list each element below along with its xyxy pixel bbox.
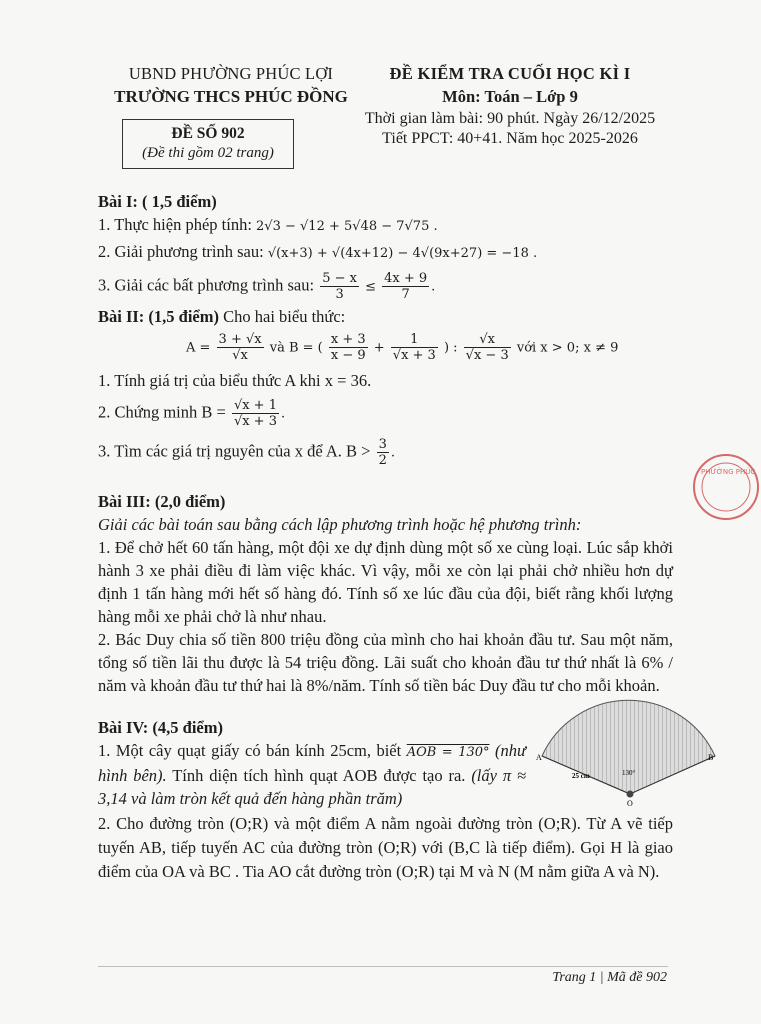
- exam-title: ĐỀ KIỂM TRA CUỐI HỌC KÌ I: [389, 64, 631, 83]
- time-date: Thời gian làm bài: 90 phút. Ngày 26/12/2025: [364, 110, 656, 127]
- section-3-instruction: Giải các bài toán sau bằng cách lập phương trình hoặc hệ phương trình:: [98, 515, 582, 534]
- fan-label-b: B: [708, 753, 714, 762]
- section-1-title: Bài I: ( 1,5 điểm): [98, 192, 217, 211]
- section-2-title: Bài II: (1,5 điểm): [98, 307, 219, 326]
- fan-angle-label: 130°: [622, 769, 636, 777]
- fan-label-a: A: [536, 753, 542, 762]
- expr-b-f2: $\frac{1}{√x + 3}$: [392, 332, 436, 363]
- school-stamp: [691, 452, 761, 522]
- expr-b-f3: $\frac{√x}{√x - 3}$: [465, 332, 509, 363]
- subject: Môn: Toán – Lớp 9: [442, 87, 578, 106]
- section-4-p2: 2. Cho đường tròn (O;R) và một điểm A nằm ngoài đường tròn (O;R). Từ A vẽ tiếp tuyến AB, tiếp tuyến AC của đường tròn (O;R) với (B,C là tiếp điểm). Gọi H là giao điểm của OA và BC . Tia AO cắt đường tròn (O;R) tại M và N (M nằm giữa A và N).: [98, 814, 673, 881]
- period-year: Tiết PPCT: 40+41. Năm học 2025-2026: [382, 130, 638, 147]
- section-3-p1: 1. Để chở hết 60 tấn hàng, một đội xe dự định dùng một số xe cùng loại. Lúc sắp khởi hành 3 xe phải điều đi làm việc khác. Vì vậy, mỗi xe còn lại phải chở nhiều hơn dự định 1 tấn hàng mới hết số hàng đó. Tính số xe lúc đầu của đội, biết rằng khối lượng hàng mỗi xe phải chở là như nhau.: [98, 538, 673, 626]
- section-2-intro: Cho hai biểu thức:: [223, 307, 346, 326]
- section-2: [98, 305, 673, 468]
- condition: với x > 0; x ≠ 9: [516, 340, 619, 356]
- section-3-title: Bài III: (2,0 điểm): [98, 492, 226, 511]
- section-1-q3: 3. Giải các bất phương trình sau: $\frac{5 - x}{3}$ ≤ $\frac{4x + 9}{7}$ .: [98, 271, 436, 302]
- section-3-p2: 2. Bác Duy chia số tiền 800 triệu đồng của mình cho hai khoản đầu tư. Sau một năm, tổng số tiền lãi thu được là 54 triệu đồng. Lãi suất cho khoản đầu tư thứ nhất là 6% / năm và khoản đầu tư thứ hai là 8%/năm. Tính số tiền bác Duy đầu tư cho mỗi khoản.: [98, 630, 673, 695]
- q3-fraction: $\frac{3}{2}$: [378, 437, 387, 468]
- section-2-q3: 3. Tìm các giá trị nguyên của x để A. B > $\frac{3}{2}$ .: [98, 437, 396, 468]
- expr-a: $\frac{3 + √x}{√x}$: [218, 332, 262, 363]
- section-3: [98, 490, 673, 697]
- fan-sector: [542, 700, 715, 794]
- q3-left-fraction: $\frac{5 - x}{3}$: [322, 271, 357, 302]
- section-4-title: Bài IV: (4,5 điểm): [98, 718, 223, 737]
- expr-b-f1: $\frac{x + 3}{x - 9}$: [330, 332, 366, 363]
- school-name: TRƯỜNG THCS PHÚC ĐỒNG: [114, 87, 348, 106]
- section-1-q1: 1. Thực hiện phép tính: 2√3 − √12 + 5√48 − 7√75 .: [98, 215, 438, 234]
- q2-fraction: $\frac{√x + 1}{√x + 3}$: [233, 398, 277, 429]
- header-left: [100, 64, 362, 107]
- section-2-q2: 2. Chứng minh B = $\frac{√x + 1}{√x + 3}$ .: [98, 398, 286, 429]
- stamp-text: PHƯỜNG PHÚC: [701, 468, 756, 476]
- q2-expression: √(x+3) + √(4x+12) − 4√(9x+27) = −18 .: [267, 246, 538, 261]
- fan-radius-label: 25 cm: [572, 772, 590, 780]
- page-footer: Trang 1 | Mã đề 902: [552, 970, 667, 985]
- expressions-a-b: A = $\frac{3 + √x}{√x}$ và B = ( $\frac{x + 3}{x - 9}$ + $\frac{1}{√x + 3}$ ) : $\frac{√x}{√x - 3}$ với x > 0; x ≠ 9: [186, 332, 619, 363]
- q1-expression: 2√3 − √12 + 5√48 − 7√75 .: [256, 219, 438, 234]
- district-name: UBND PHƯỜNG PHÚC LỢI: [128, 64, 334, 83]
- header-right: [350, 64, 670, 148]
- fan-figure: [530, 718, 720, 808]
- section-2-q1: 1. Tính giá trị của biểu thức A khi x = 36.: [98, 371, 372, 390]
- fan-label-o: O: [627, 799, 633, 808]
- section-4-p1: 1. Một cây quạt giấy có bán kính 25cm, biết AOB = 130° (như hình bên). Tính diện tích hình quạt AOB được tạo ra. (lấy π ≈ 3,14 và làm tròn kết quả đến hàng phần trăm): [98, 741, 527, 808]
- pages-note: (Đề thi gồm 02 trang): [142, 145, 274, 161]
- fan-center: [627, 791, 634, 798]
- exam-code: ĐỀ SỐ 902: [171, 125, 245, 142]
- section-1: [98, 190, 673, 302]
- exam-code-box: [122, 119, 294, 169]
- footer-divider: [98, 966, 668, 967]
- q3-right-fraction: $\frac{4x + 9}{7}$: [384, 271, 428, 302]
- section-1-q2: 2. Giải phương trình sau: √(x+3) + √(4x+12) − 4√(9x+27) = −18 .: [98, 242, 538, 261]
- angle-aob: AOB = 130°: [406, 745, 490, 760]
